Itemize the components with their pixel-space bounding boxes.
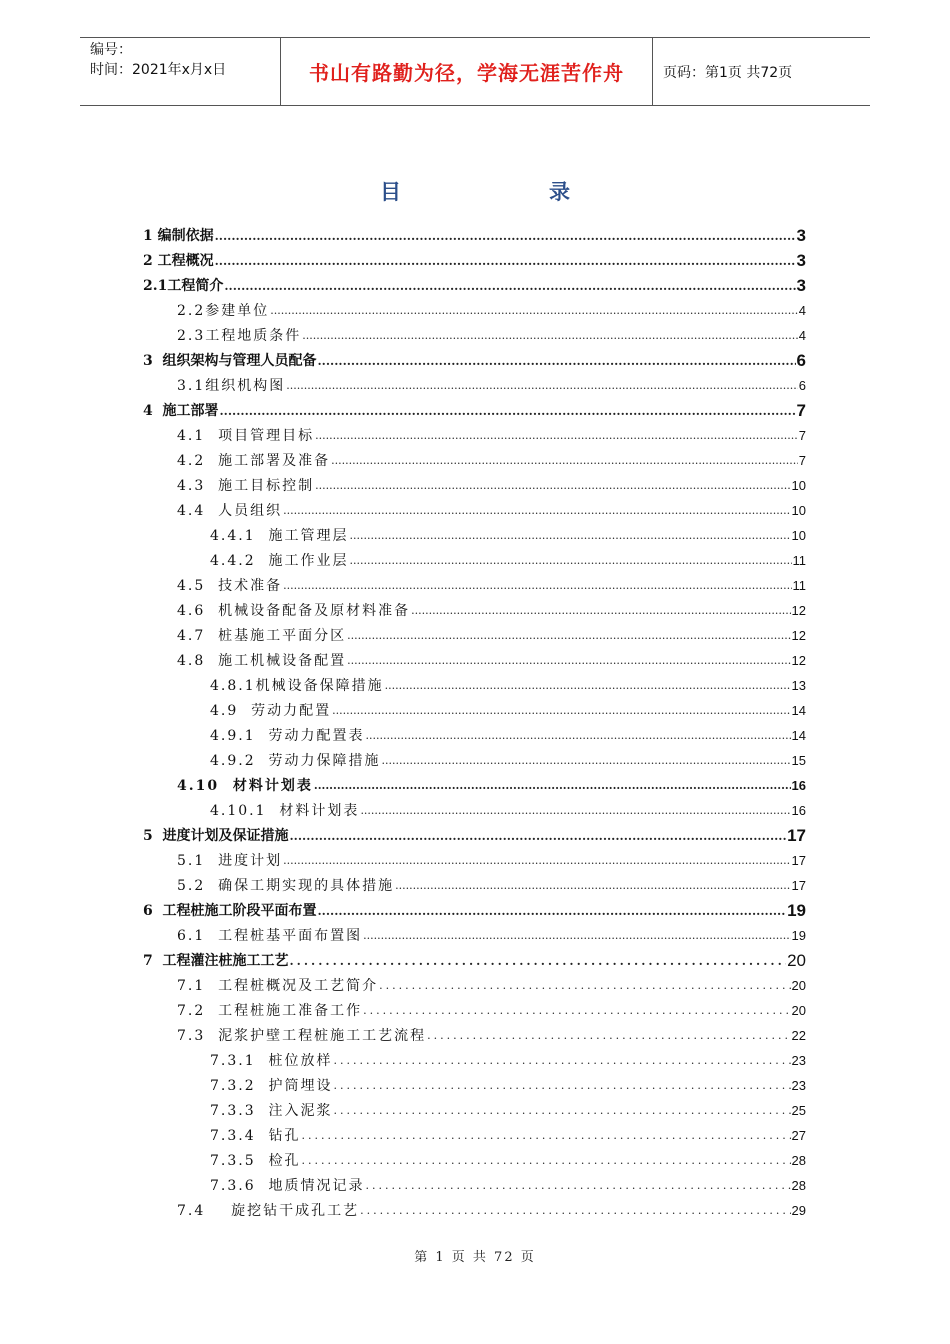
toc-leader (411, 603, 790, 621)
toc-leader (395, 878, 790, 896)
toc-entry-label: 4.4.1 施工管理层 (210, 528, 349, 544)
toc-entry[interactable] (143, 947, 806, 971)
toc-entry-page: 16 (791, 803, 806, 818)
toc-entry-label: 4.3 施工目标控制 (177, 478, 315, 494)
toc-leader (366, 728, 791, 746)
toc-leader (331, 453, 798, 471)
toc-entry-label: 2 工程概况 (143, 253, 214, 269)
header-motto: 书山有路勤为径，学海无涯苦作舟 (281, 38, 653, 105)
toc-entry[interactable] (177, 872, 806, 896)
toc-title: 目录 (380, 179, 718, 204)
toc-entry-page: 27 (791, 1128, 806, 1143)
toc-entry-page: 3 (796, 226, 806, 245)
toc-entry-page: 25 (791, 1103, 806, 1118)
toc-entry-label: 7.3.1 桩位放样 (210, 1053, 333, 1069)
toc-entry[interactable] (143, 897, 806, 921)
toc-entry-page: 7 (798, 428, 806, 443)
toc-entry-page: 16 (791, 778, 806, 793)
toc-entry[interactable] (177, 922, 806, 946)
toc-entry[interactable] (177, 497, 806, 521)
toc-entry[interactable] (210, 722, 806, 746)
toc-entry-label: 4.4 人员组织 (177, 503, 283, 519)
toc-entry[interactable] (143, 272, 806, 296)
toc-entry-label: 4.10 材料计划表 (177, 778, 313, 794)
document-number-label: 编号： (90, 42, 132, 58)
toc-entry-label: 7.3.6 地质情况记录 (210, 1178, 365, 1194)
toc-leader (215, 228, 796, 246)
toc-entry-label: 6 工程桩施工阶段平面布置 (143, 903, 317, 919)
toc-entry[interactable] (210, 547, 806, 571)
toc-entry-page: 15 (791, 753, 806, 768)
toc-entry-label: 4.9 劳动力配置 (210, 703, 332, 719)
toc-entry-label: 4.5 技术准备 (177, 578, 283, 594)
toc-entry-page: 4 (798, 328, 806, 343)
toc-leader (360, 1203, 790, 1221)
toc-entry-page: 17 (791, 878, 806, 893)
header-meta (80, 38, 281, 105)
toc-entry[interactable] (177, 972, 806, 996)
toc-entry[interactable] (177, 422, 806, 446)
toc-entry-page: 20 (791, 978, 806, 993)
toc-leader (290, 828, 787, 846)
toc-entry[interactable] (143, 822, 806, 846)
toc-leader (363, 928, 790, 946)
toc-entry[interactable] (177, 472, 806, 496)
toc-leader (315, 428, 798, 446)
toc-leader (302, 1153, 791, 1171)
toc-leader (290, 953, 787, 971)
toc-leader (215, 253, 796, 271)
toc-leader (350, 528, 791, 546)
toc-leader (379, 978, 790, 996)
toc-entry-page: 12 (791, 603, 806, 618)
toc-entry-label: 1 编制依据 (143, 228, 214, 244)
toc-entry-label: 4.2 施工部署及准备 (177, 453, 331, 469)
toc-entry-label: 2.1工程简介 (143, 278, 224, 294)
toc-entry-label: 4.9.1 劳动力配置表 (210, 728, 365, 744)
toc-leader (382, 753, 791, 771)
toc-leader (427, 1028, 790, 1046)
toc-entry[interactable] (143, 222, 806, 246)
toc-leader (385, 678, 791, 696)
toc-entry[interactable] (210, 797, 806, 821)
toc-leader (315, 478, 790, 496)
toc-entry[interactable] (210, 1047, 806, 1071)
toc-leader (283, 853, 790, 871)
toc-entry[interactable] (210, 1072, 806, 1096)
toc-entry-label: 5.1 进度计划 (177, 853, 283, 869)
toc-entry-label: 7.4 旋挖钻干成孔工艺 (177, 1203, 360, 1219)
toc-entry[interactable] (143, 347, 806, 371)
toc-leader (366, 1178, 791, 1196)
toc-entry-label: 3.1组织机构图 (177, 378, 286, 394)
toc-leader (360, 803, 790, 821)
toc-entry-page: 28 (791, 1153, 806, 1168)
toc-entry[interactable] (177, 847, 806, 871)
toc-entry-label: 5.2 确保工期实现的具体措施 (177, 878, 395, 894)
toc-entry-page: 19 (787, 901, 806, 920)
toc-leader (318, 353, 796, 371)
toc-entry-page: 6 (798, 378, 806, 393)
toc-entry[interactable] (210, 697, 806, 721)
toc-entry[interactable] (210, 1147, 806, 1171)
toc-entry[interactable] (210, 747, 806, 771)
toc-entry-page: 11 (792, 553, 806, 568)
toc-entry[interactable] (177, 772, 806, 796)
toc-leader (283, 503, 790, 521)
toc-entry[interactable] (177, 597, 806, 621)
toc-leader (286, 378, 798, 396)
toc-entry[interactable] (143, 247, 806, 271)
toc-entry-page: 4 (798, 303, 806, 318)
toc-leader (283, 578, 791, 596)
toc-entry[interactable] (177, 572, 806, 596)
toc-leader (334, 1103, 791, 1121)
toc-entry-page: 17 (791, 853, 806, 868)
toc-entry[interactable] (210, 672, 806, 696)
toc-entry-page: 10 (791, 503, 806, 518)
toc-entry-label: 2.3工程地质条件 (177, 328, 302, 344)
toc-leader (334, 1053, 791, 1071)
toc-entry-page: 3 (796, 276, 806, 295)
toc-entry-page: 10 (791, 528, 806, 543)
toc-entry-page: 7 (798, 453, 806, 468)
toc-entry[interactable] (177, 322, 806, 346)
toc-entry-page: 17 (787, 826, 806, 845)
toc-entry-page: 20 (787, 951, 806, 970)
toc-entry-label: 7.1 工程桩概况及工艺简介 (177, 978, 379, 994)
toc-leader (318, 903, 787, 921)
toc-entry-page: 12 (791, 653, 806, 668)
toc-entry-page: 10 (791, 478, 806, 493)
toc-leader (270, 303, 798, 321)
toc-leader (350, 553, 792, 571)
toc-entry-page: 14 (791, 703, 806, 718)
toc-entry-label: 7.3 泥浆护壁工程桩施工工艺流程 (177, 1028, 427, 1044)
toc-entry[interactable] (177, 447, 806, 471)
toc-entry[interactable] (210, 522, 806, 546)
toc-entry-label: 7.3.2 护筒埋设 (210, 1078, 333, 1094)
toc-entry[interactable] (177, 622, 806, 646)
toc-entry-page: 13 (791, 678, 806, 693)
toc-leader (332, 703, 790, 721)
toc-entry[interactable] (177, 647, 806, 671)
toc-entry[interactable] (210, 1097, 806, 1121)
toc-leader (347, 653, 790, 671)
toc-leader (302, 328, 798, 346)
document-date: 时间：2021年x月x日 (90, 62, 227, 78)
toc-entry-label: 4.8 施工机械设备配置 (177, 653, 347, 669)
toc-entry-label: 2.2参建单位 (177, 303, 270, 319)
toc-entry[interactable] (177, 372, 806, 396)
page-footer: 第 1 页 共 72 页 (414, 1250, 536, 1265)
toc-entry-page: 23 (791, 1078, 806, 1093)
toc-entry-page: 3 (796, 251, 806, 270)
toc-entry-page: 14 (791, 728, 806, 743)
toc-entry-page: 22 (791, 1028, 806, 1043)
toc-entry[interactable] (210, 1122, 806, 1146)
toc-entry-label: 4.7 桩基施工平面分区 (177, 628, 347, 644)
toc-entry[interactable] (177, 297, 806, 321)
toc-leader (363, 1003, 790, 1021)
toc-entry-page: 20 (791, 1003, 806, 1018)
toc-entry-label: 4.8.1机械设备保障措施 (210, 678, 384, 694)
toc-entry[interactable] (177, 997, 806, 1021)
toc-entry-page: 29 (791, 1203, 806, 1218)
toc-entry-label: 6.1 工程桩基平面布置图 (177, 928, 363, 944)
toc-entry-page: 12 (791, 628, 806, 643)
toc-entry-page: 6 (796, 351, 806, 370)
toc-entry-page: 23 (791, 1053, 806, 1068)
toc-entry-label: 7.3.5 检孔 (210, 1153, 301, 1169)
toc-entry[interactable] (177, 1197, 806, 1221)
toc-entry-label: 3 组织架构与管理人员配备 (143, 353, 317, 369)
toc-entry-label: 4.4.2 施工作业层 (210, 553, 349, 569)
toc-entry-label: 7.3.3 注入泥浆 (210, 1103, 333, 1119)
toc-entry-page: 11 (792, 578, 806, 593)
toc-entry-label: 4.10.1 材料计划表 (210, 803, 360, 819)
toc-entry-label: 4.9.2 劳动力保障措施 (210, 753, 381, 769)
toc-entry-label: 4.1 项目管理目标 (177, 428, 315, 444)
toc-entry-label: 7.3.4 钻孔 (210, 1128, 301, 1144)
toc-leader (302, 1128, 791, 1146)
toc-leader (314, 778, 791, 796)
toc-entry[interactable] (210, 1172, 806, 1196)
toc-entry-label: 4 施工部署 (143, 403, 219, 419)
toc-entry-page: 7 (796, 401, 806, 420)
toc-leader (220, 403, 796, 421)
toc-entry-page: 28 (791, 1178, 806, 1193)
toc-entry-label: 4.6 机械设备配备及原材料准备 (177, 603, 411, 619)
toc-leader (334, 1078, 791, 1096)
toc-entry[interactable] (177, 1022, 806, 1046)
toc-entry-label: 7.2 工程桩施工准备工作 (177, 1003, 363, 1019)
header-page-info: 页码：第1页 共72页 (663, 64, 793, 81)
toc-entry-page: 19 (791, 928, 806, 943)
toc-entry-label: 5 进度计划及保证措施 (143, 828, 289, 844)
toc-entry[interactable] (143, 397, 806, 421)
toc-leader (224, 278, 795, 296)
toc-leader (347, 628, 790, 646)
page-header (80, 37, 870, 106)
toc-entry-label: 7 工程灌注桩施工工艺 (143, 953, 289, 969)
